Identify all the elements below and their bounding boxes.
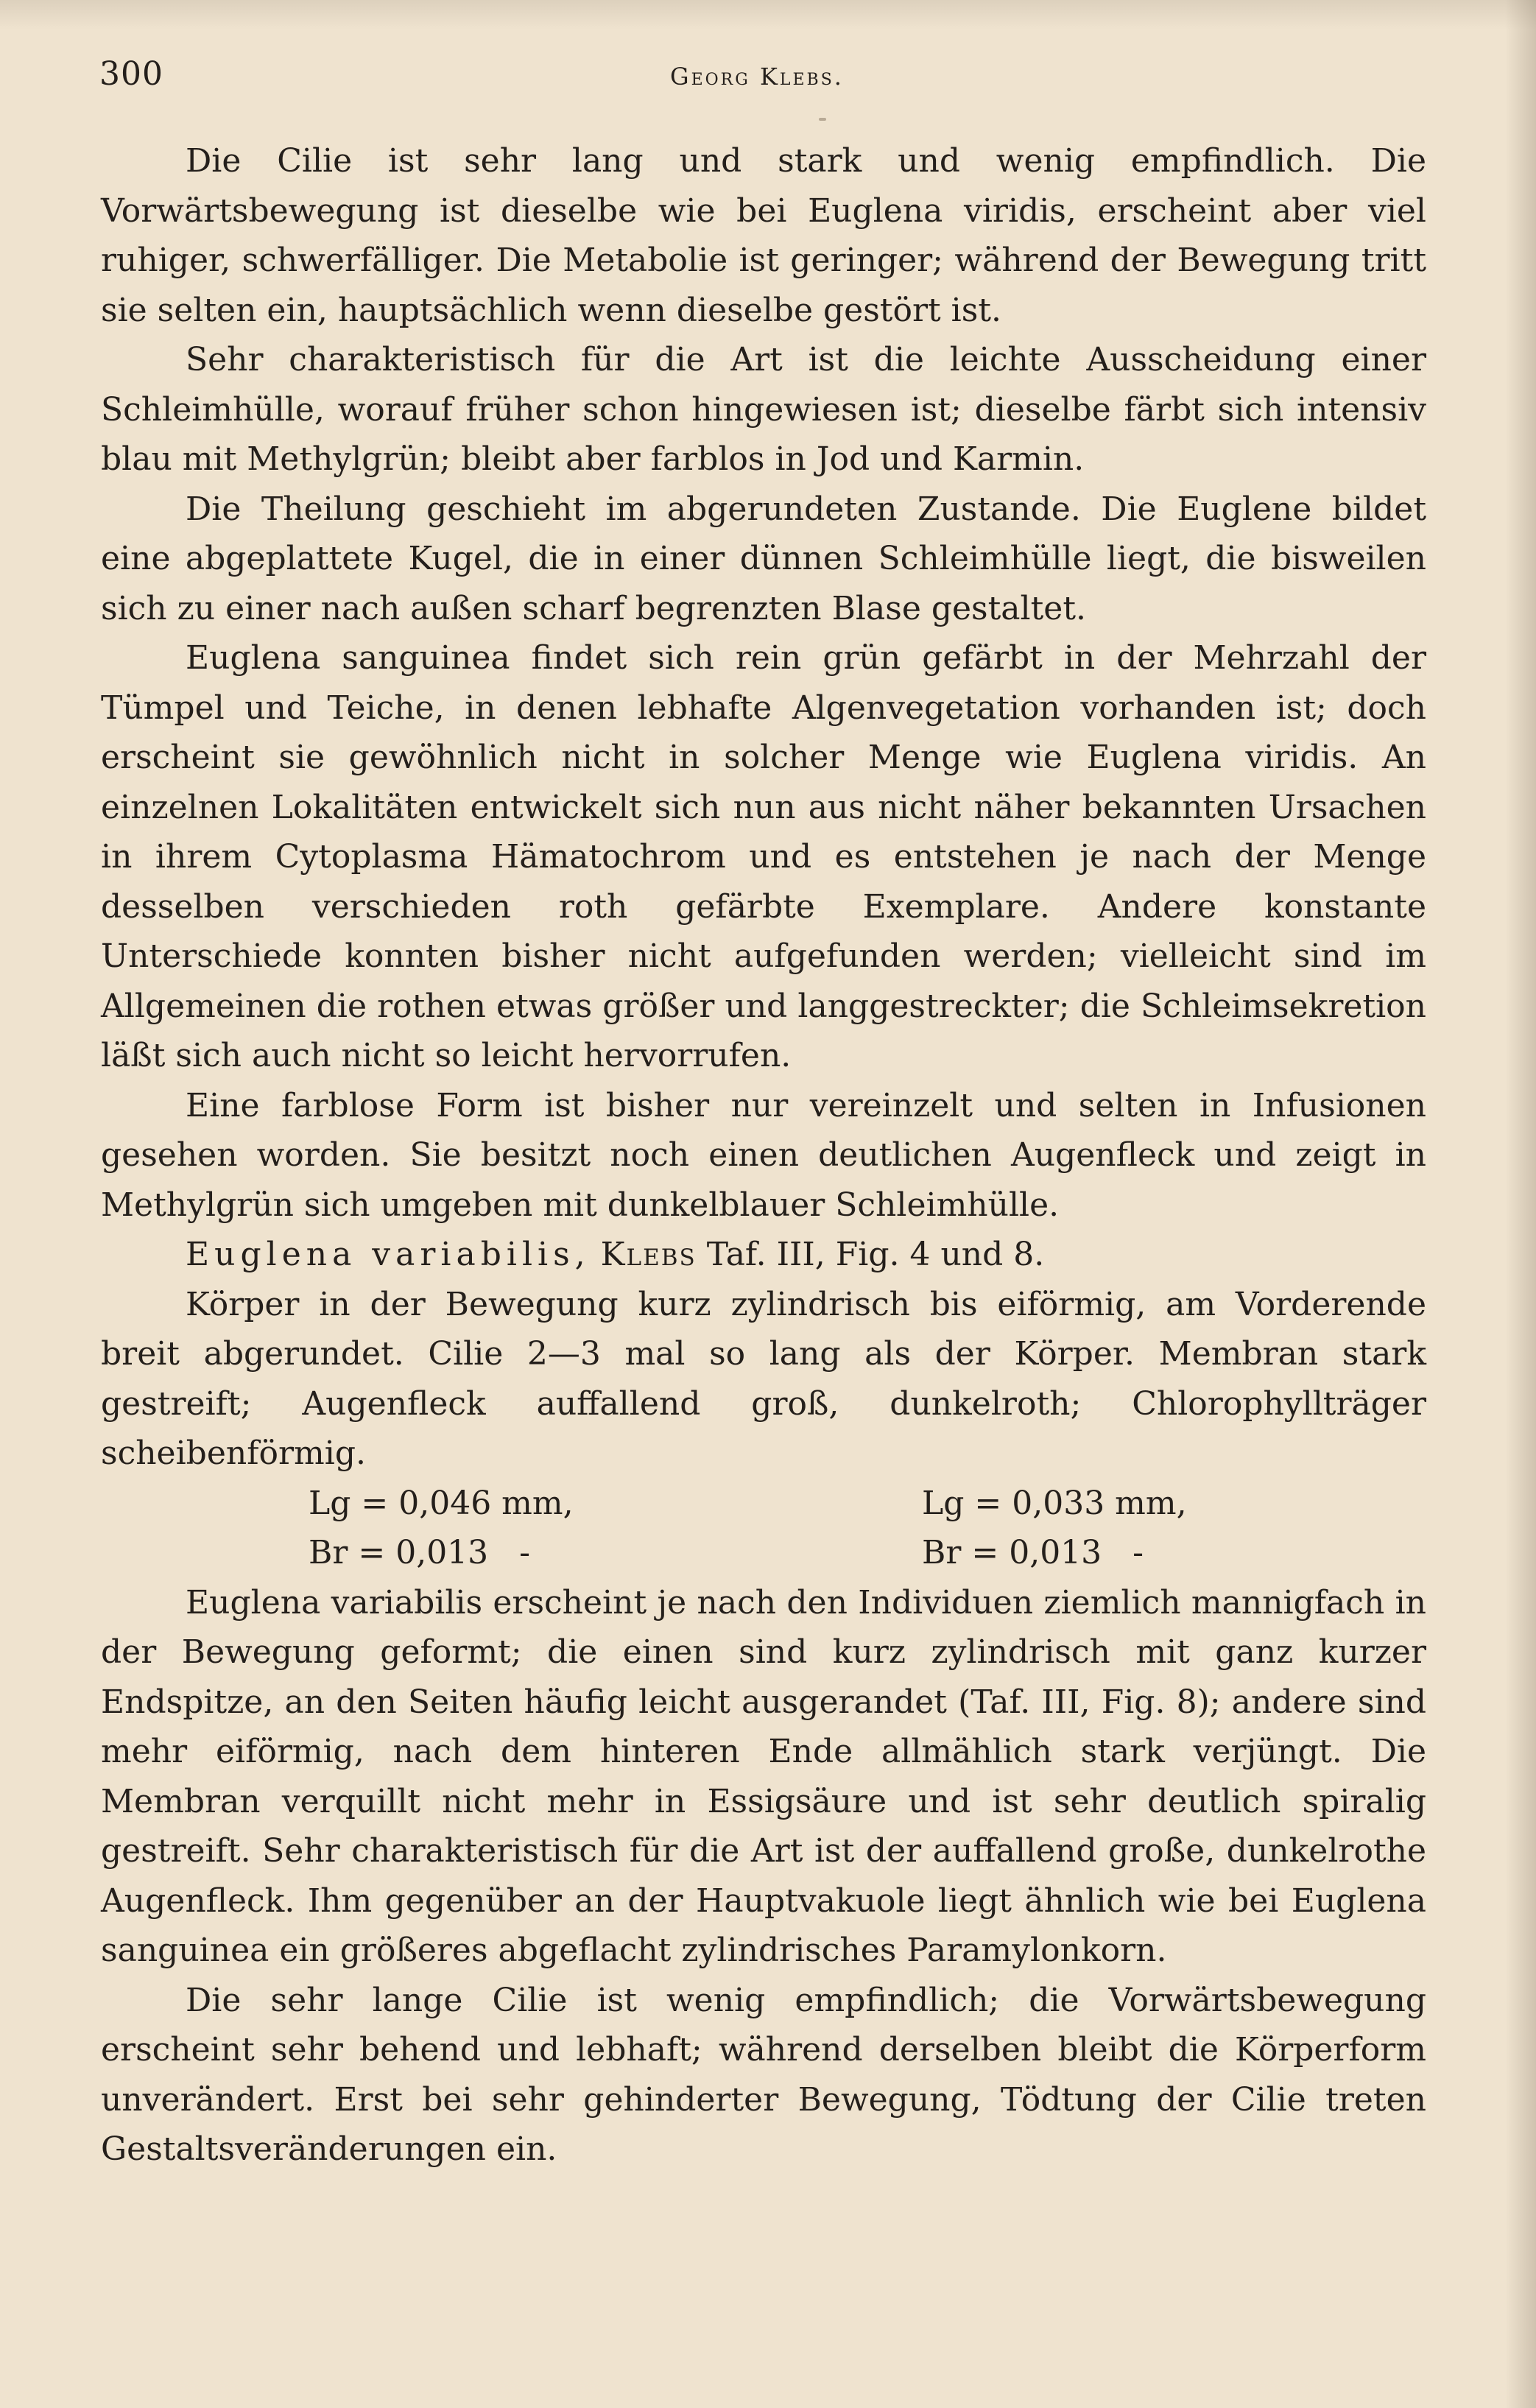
species-name: Euglena variabilis,	[186, 1236, 591, 1273]
print-speck	[819, 118, 826, 121]
species-description: Körper in der Bewegung kurz zylindrisch bis eiförmig, am Vorderende breit abgerundet. Cilie 2—3 mal so lang als der Körper. Membran stark gestreift; Augenfleck auffallend groß, dunkelroth; Chlorophyllträger scheibenförmig.	[101, 1285, 1426, 1472]
measurement-right-length: Lg = 0,033 mm,	[922, 1484, 1187, 1522]
page-header	[99, 55, 1425, 107]
page-top-shading	[0, 0, 1536, 29]
species-authority: Klebs	[600, 1236, 697, 1273]
paragraph: Eine farblose Form ist bisher nur vereinzelt und selten in Infusionen gesehen worden. Sie besitzt noch einen deutlichen Augenfleck und zeigt in Methylgrün sich umgeben mit dunkelblauer Schleimhülle.	[101, 1086, 1426, 1224]
paragraph: Die sehr lange Cilie ist wenig empfindlich; die Vorwärtsbewegung erscheint sehr behend und lebhaft; während derselben bleibt die Körperform unverändert. Erst bei sehr gehinderter Bewegung, Tödtung der Cilie treten Gestaltsveränderungen ein.	[101, 1981, 1426, 2168]
measurement-table	[101, 1479, 1426, 1578]
running-head: Georg Klebs.	[670, 63, 844, 91]
paragraph: Die Theilung geschieht im abgerundeten Zustande. Die Euglene bildet eine abgeplattete Kugel, die in einer dünnen Schleimhülle liegt, die bisweilen sich zu einer nach außen scharf begrenzten Blase gestaltet.	[101, 490, 1426, 627]
species-heading	[101, 1230, 1426, 1280]
paragraph: Sehr charakteristisch für die Art ist die leichte Ausscheidung einer Schleimhülle, worauf früher schon hingewiesen ist; dieselbe färbt sich intensiv blau mit Methylgrün; bleibt aber farblos in Jod und Karmin.	[101, 341, 1426, 478]
measurement-left-breadth: Br = 0,013 -	[309, 1533, 530, 1571]
species-reference: Taf. III, Fig. 4 und 8.	[696, 1236, 1045, 1273]
measurement-left-length: Lg = 0,046 mm,	[309, 1484, 574, 1522]
paragraph: Euglena variabilis erscheint je nach den Individuen ziemlich mannigfach in der Bewegung geformt; die einen sind kurz zylindrisch mit ganz kurzer Endspitze, an den Seiten häufig leicht ausgerandet (Taf. III, Fig. 8); andere sind mehr eiförmig, nach dem hinteren Ende allmählich stark verjüngt. Die Membran verquillt nicht mehr in Essigsäure und ist sehr deutlich spiralig gestreift. Sehr charakteristisch für die Art ist der auffallend große, dunkelrothe Augenfleck. Ihm gegenüber an der Hauptvakuole liegt ähnlich wie bei Euglena sanguinea ein größeres abgeflacht zylindrisches Paramylonkorn.	[101, 1583, 1426, 1969]
paragraph: Die Cilie ist sehr lang und stark und wenig empfindlich. Die Vorwärtsbewegung ist dieselbe wie bei Euglena viridis, erscheint aber viel ruhiger, schwerfälliger. Die Metabolie ist geringer; während der Bewegung tritt sie selten ein, hauptsächlich wenn dieselbe gestört ist.	[101, 142, 1426, 329]
page-number: 300	[99, 55, 163, 93]
paragraph: Euglena sanguinea findet sich rein grün gefärbt in der Mehrzahl der Tümpel und Teiche, in denen lebhafte Algenvegetation vorhanden ist; doch erscheint sie gewöhnlich nicht in solcher Menge wie Euglena viridis. An einzelnen Lokalitäten entwickelt sich nun aus nicht näher bekannten Ursachen in ihrem Cytoplasma Hämatochrom und es entstehen je nach der Menge desselben verschieden roth gefärbte Exemplare. Andere konstante Unterschiede konnten bisher nicht aufgefunden werden; vielleicht sind im Allgemeinen die rothen etwas größer und langgestreckter; die Schleimsekretion läßt sich auch nicht so leicht hervorrufen.	[101, 639, 1426, 1074]
page-gutter-shading	[1505, 0, 1536, 2408]
body-text	[101, 136, 1426, 2175]
measurement-right-breadth: Br = 0,013 -	[922, 1533, 1144, 1571]
